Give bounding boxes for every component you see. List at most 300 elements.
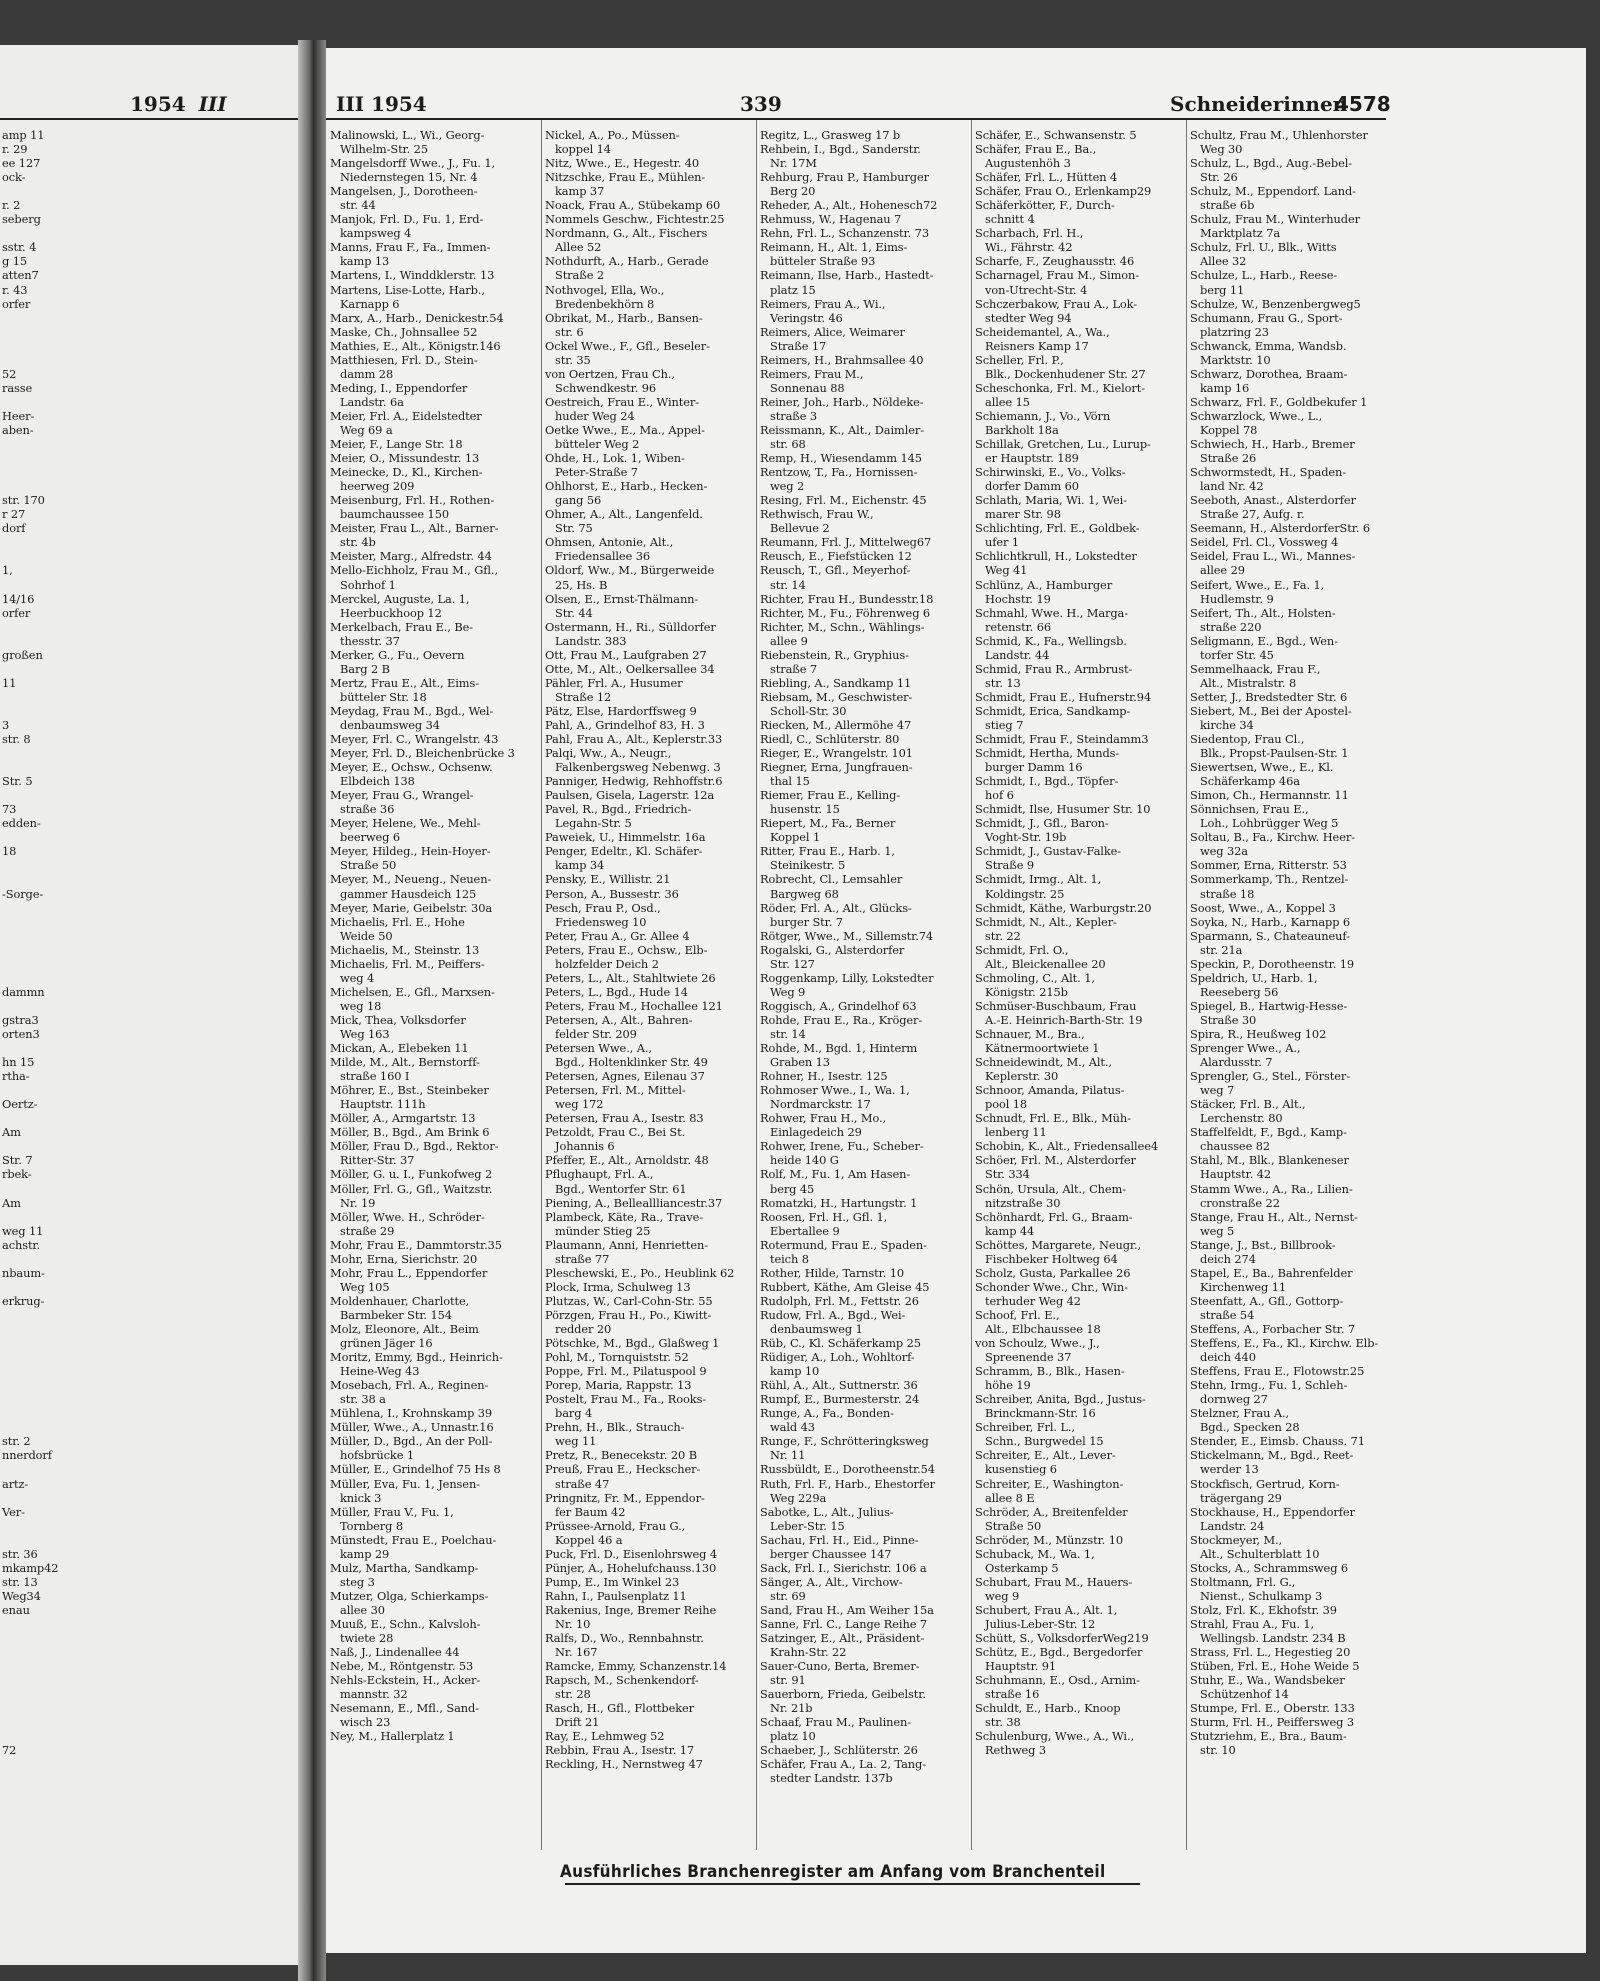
entry-continuation: 25, Hs. B xyxy=(555,577,608,592)
entry-continuation: Koldingstr. 25 xyxy=(985,886,1065,901)
directory-entry: Meyer, Frau G., Wrangel- xyxy=(330,788,474,803)
directory-entry: Pleschewski, E., Po., Heublink 62 xyxy=(545,1265,735,1280)
directory-entry: Roggisch, A., Grindelhof 63 xyxy=(760,998,917,1013)
left-fragment-line xyxy=(2,549,42,563)
left-fragment-line xyxy=(2,1462,42,1476)
directory-entry: Seligmann, E., Bgd., Wen- xyxy=(1190,633,1338,648)
directory-entry: Reimann, Ilse, Harb., Hastedt- xyxy=(760,268,934,283)
entry-continuation: denbaumsweg 1 xyxy=(770,1321,863,1336)
left-fragment-line: Am xyxy=(2,1195,21,1210)
entry-continuation: dorfer Damm 60 xyxy=(985,479,1079,494)
book-gutter xyxy=(298,40,326,1981)
left-fragment-line: str. 8 xyxy=(2,732,31,747)
entry-continuation: deich 440 xyxy=(1200,1350,1256,1365)
directory-entry: Rakenius, Inge, Bremer Reihe xyxy=(545,1602,717,1617)
directory-entry: Schlichting, Frl. E., Goldbek- xyxy=(975,521,1140,536)
entry-continuation: lenberg 11 xyxy=(985,1125,1047,1140)
entry-continuation: Barg 2 B xyxy=(340,661,390,676)
directory-entry: Meisenburg, Frl. H., Rothen- xyxy=(330,493,495,508)
directory-entry: Palqi, Ww., A., Neugr., xyxy=(545,746,672,761)
directory-entry: Mohr, Frau L., Eppendorfer xyxy=(330,1265,488,1280)
left-fragment-line: Str. 5 xyxy=(2,774,33,789)
directory-entry: Oestreich, Frau E., Winter- xyxy=(545,394,699,409)
left-fragment-line xyxy=(2,957,42,971)
directory-entry: Petersen, Agnes, Eilenau 37 xyxy=(545,1069,705,1084)
left-fragment-line: r 27 xyxy=(2,507,26,522)
entry-continuation: Augustenhöh 3 xyxy=(985,156,1071,171)
directory-entry: Schreiter, E., Washington- xyxy=(975,1476,1124,1491)
directory-entry: Petersen Wwe., A., xyxy=(545,1041,652,1056)
directory-entry: Merker, G., Fu., Oevern xyxy=(330,647,465,662)
entry-continuation: schnitt 4 xyxy=(985,212,1035,227)
directory-entry: Manjok, Frl. D., Fu. 1, Erd- xyxy=(330,212,484,227)
directory-entry: Ott, Frau M., Laufgraben 27 xyxy=(545,647,707,662)
directory-entry: Puck, Frl. D., Eisenlohrsweg 4 xyxy=(545,1546,718,1561)
entry-continuation: kirche 34 xyxy=(1200,717,1254,732)
directory-entry: Matthiesen, Frl. D., Stein- xyxy=(330,352,478,367)
directory-entry: Riecken, M., Allermöhe 47 xyxy=(760,717,912,732)
directory-entry: Müller, D., Bgd., An der Poll- xyxy=(330,1434,493,1449)
entry-continuation: Allee 52 xyxy=(555,240,602,255)
left-fragment-line xyxy=(2,704,42,718)
entry-continuation: Fischbeker Holtweg 64 xyxy=(985,1251,1118,1266)
entry-continuation: koppel 14 xyxy=(555,142,611,157)
entry-continuation: str. 69 xyxy=(770,1588,806,1603)
directory-entry: Schlünz, A., Hamburger xyxy=(975,577,1113,592)
entry-continuation: berg 45 xyxy=(770,1181,815,1196)
directory-entry: Pfeffer, E., Alt., Arnoldstr. 48 xyxy=(545,1153,709,1168)
entry-continuation: Weg 30 xyxy=(1200,142,1243,157)
entry-continuation: str. 21a xyxy=(1200,942,1243,957)
directory-entry: Schubert, Frau A., Alt. 1, xyxy=(975,1602,1118,1617)
directory-entry: Stäcker, Frl. B., Alt., xyxy=(1190,1097,1306,1112)
directory-entry: Remp, H., Wiesendamm 145 xyxy=(760,451,922,466)
entry-continuation: Str. 44 xyxy=(555,605,593,620)
directory-entry: Schwanck, Emma, Wandsb. xyxy=(1190,338,1347,353)
entry-continuation: Kirchenweg 11 xyxy=(1200,1279,1286,1294)
directory-entry: Möhrer, E., Bst., Steinbeker xyxy=(330,1083,489,1098)
left-fragment-line xyxy=(2,662,42,676)
directory-entry: Schröder, A., Breitenfelder xyxy=(975,1504,1128,1519)
directory-entry: Schonder Wwe., Chr., Win- xyxy=(975,1279,1128,1294)
left-fragment-line xyxy=(2,578,42,592)
directory-entry: Steenfatt, A., Gfl., Gottorp- xyxy=(1190,1293,1344,1308)
directory-entry: Milde, M., Alt., Bernstorff- xyxy=(330,1055,480,1070)
directory-entry: Mühlena, I., Krohnskamp 39 xyxy=(330,1406,493,1421)
directory-entry: Postelt, Frau M., Fa., Rooks- xyxy=(545,1392,707,1407)
left-fragment-line xyxy=(2,999,42,1013)
directory-entry: Reiner, Joh., Harb., Nöldeke- xyxy=(760,394,924,409)
entry-continuation: Allee 32 xyxy=(1200,254,1247,269)
left-fragment-line: Am xyxy=(2,1125,21,1140)
directory-entry: Soltau, B., Fa., Kirchw. Heer- xyxy=(1190,830,1355,845)
directory-entry: Stelzner, Frau A., xyxy=(1190,1406,1290,1421)
directory-entry: Nommels Geschw., Fichtestr.25 xyxy=(545,212,725,227)
directory-entry: Steffens, E., Fa., Kl., Kirchw. Elb- xyxy=(1190,1336,1379,1351)
entry-continuation: Reisners Kamp 17 xyxy=(985,338,1089,353)
directory-entry: Peters, L., Alt., Stahltwiete 26 xyxy=(545,970,716,985)
directory-entry: Schillak, Gretchen, Lu., Lurup- xyxy=(975,437,1151,452)
directory-entry: Rasch, H., Gfl., Flottbeker xyxy=(545,1701,695,1716)
directory-entry: Schmid, Frau R., Armbrust- xyxy=(975,661,1133,676)
entry-continuation: berg 11 xyxy=(1200,282,1245,297)
directory-entry: Siebert, M., Bei der Apostel- xyxy=(1190,703,1352,718)
entry-continuation: Steinikestr. 5 xyxy=(770,858,846,873)
directory-entry: Seifert, Th., Alt., Holsten- xyxy=(1190,605,1336,620)
directory-entry: Sauer-Cuno, Berta, Bremer- xyxy=(760,1659,920,1674)
entry-continuation: Nr. 17M xyxy=(770,156,817,171)
directory-entry: Person, A., Bussestr. 36 xyxy=(545,886,679,901)
directory-entry: Schreiter, E., Alt., Lever- xyxy=(975,1448,1116,1463)
directory-entry: Plutzas, W., Carl-Cohn-Str. 55 xyxy=(545,1293,713,1308)
left-fragment-line xyxy=(2,1491,42,1505)
directory-entry: Schulz, Frl. U., Blk., Witts xyxy=(1190,240,1337,255)
directory-entry: Schmidt, Hertha, Munds- xyxy=(975,746,1120,761)
directory-entry: Ostermann, H., Ri., Sülldorfer xyxy=(545,619,716,634)
left-fragment-line: orten3 xyxy=(2,1027,40,1041)
entry-continuation: holzfelder Deich 2 xyxy=(555,956,659,971)
left-fragment-line xyxy=(2,353,42,367)
directory-entry: Schlichtkrull, H., Lokstedter xyxy=(975,549,1137,564)
left-fragment-line xyxy=(2,746,42,760)
directory-entry: Reimann, H., Alt. 1, Eims- xyxy=(760,240,908,255)
entry-continuation: Straße 17 xyxy=(770,338,827,353)
directory-entry: Schmidt, Frl. O., xyxy=(975,942,1069,957)
directory-entry: Müller, Eva, Fu. 1, Jensen- xyxy=(330,1476,480,1491)
column-divider xyxy=(541,120,542,1850)
directory-entry: Mick, Thea, Volksdorfer xyxy=(330,1012,466,1027)
directory-entry: Mello-Eichholz, Frau M., Gfl., xyxy=(330,563,498,578)
directory-entry: Reheder, A., Alt., Hohenesch72 xyxy=(760,198,938,213)
directory-entry: Schulz, Frau M., Winterhuder xyxy=(1190,212,1360,227)
entry-continuation: Falkenbergsweg Nebenwg. 3 xyxy=(555,760,721,775)
directory-entry: Meyer, Helene, We., Mehl- xyxy=(330,816,481,831)
directory-entry: Müller, E., Grindelhof 75 Hs 8 xyxy=(330,1462,501,1477)
entry-continuation: Nordmarckstr. 17 xyxy=(770,1097,871,1112)
directory-entry: Scharbach, Frl. H., xyxy=(975,226,1084,241)
left-fragment-line xyxy=(2,451,42,465)
entry-continuation: straße 160 I xyxy=(340,1069,410,1084)
directory-entry: Seemann, H., AlsterdorferStr. 6 xyxy=(1190,521,1371,536)
directory-entry: Malinowski, L., Wi., Georg- xyxy=(330,128,485,142)
entry-continuation: platzring 23 xyxy=(1200,324,1269,339)
directory-entry: Richter, Frau H., Bundesstr.18 xyxy=(760,591,934,606)
entry-continuation: straße 29 xyxy=(340,1223,395,1238)
directory-entry: Stender, E., Eimsb. Chauss. 71 xyxy=(1190,1434,1365,1449)
entry-continuation: Schützenhof 14 xyxy=(1200,1687,1289,1702)
directory-entry: Rohner, H., Isestr. 125 xyxy=(760,1069,888,1084)
directory-entry: Stockhause, H., Eppendorfer xyxy=(1190,1504,1355,1519)
entry-continuation: Alt., Mistralstr. 8 xyxy=(1200,675,1297,690)
directory-entry: Schmidt, N., Alt., Kepler- xyxy=(975,914,1117,929)
left-fragment-line: 11 xyxy=(2,675,17,690)
entry-continuation: Spreenende 37 xyxy=(985,1350,1072,1365)
directory-entry: Maske, Ch., Johnsallee 52 xyxy=(330,324,478,339)
directory-entry: Schulenburg, Wwe., A., Wi., xyxy=(975,1729,1135,1744)
left-fragment-line xyxy=(2,1519,42,1533)
directory-entry: Meyer, Frl. D., Bleichenbrücke 3 xyxy=(330,746,515,761)
directory-entry: Naß, J., Lindenallee 44 xyxy=(330,1645,460,1660)
entry-continuation: Loh., Lohbrügger Weg 5 xyxy=(1200,816,1339,831)
entry-continuation: Alt., Schulterblatt 10 xyxy=(1200,1546,1320,1561)
entry-continuation: Wi., Fährstr. 42 xyxy=(985,240,1073,255)
entry-continuation: str. 4b xyxy=(340,535,376,550)
right-page-header-left: III 1954 xyxy=(336,92,427,116)
left-fragment-line xyxy=(2,184,42,198)
left-fragment-line xyxy=(2,1364,42,1378)
entry-continuation: Hauptstr. 111h xyxy=(340,1097,426,1112)
entry-continuation: burger Str. 7 xyxy=(770,914,843,929)
entry-continuation: Schäferkamp 46a xyxy=(1200,774,1300,789)
entry-continuation: Weg 105 xyxy=(340,1279,390,1294)
directory-entry: Siedentop, Frau Cl., xyxy=(1190,732,1305,747)
entry-continuation: Nr. 10 xyxy=(555,1616,591,1631)
directory-entry: Schäfer, Frl. L., Hütten 4 xyxy=(975,170,1118,185)
entry-continuation: Koppel 78 xyxy=(1200,422,1258,437)
entry-continuation: kamp 37 xyxy=(555,184,605,199)
directory-entry: Schütz, E., Bgd., Bergedorfer xyxy=(975,1645,1143,1660)
entry-continuation: Nr. 167 xyxy=(555,1645,598,1660)
left-fragment-line xyxy=(2,929,42,943)
directory-entry: Spiegel, B., Hartwig-Hesse- xyxy=(1190,998,1348,1013)
entry-continuation: teich 8 xyxy=(770,1251,809,1266)
directory-entry: Schmidt, Käthe, Warburgstr.20 xyxy=(975,900,1152,915)
left-fragment-line: amp 11 xyxy=(2,128,45,142)
left-fragment-line: 73 xyxy=(2,802,17,817)
directory-entry: Nothdurft, A., Harb., Gerade xyxy=(545,254,709,269)
entry-continuation: kusenstieg 6 xyxy=(985,1462,1057,1477)
directory-entry: Michaelis, M., Steinstr. 13 xyxy=(330,942,480,957)
directory-entry: Soyka, N., Harb., Karnapp 6 xyxy=(1190,914,1351,929)
left-fragment-line xyxy=(2,1392,42,1406)
directory-entry: Pünjer, A., Hohelufchauss.130 xyxy=(545,1560,717,1575)
entry-continuation: denbaumsweg 34 xyxy=(340,717,440,732)
entry-continuation: stedter Landstr. 137b xyxy=(770,1771,893,1786)
directory-entry: Schöer, Frl. M., Alsterdorfer xyxy=(975,1153,1136,1168)
left-fragment-line: 3 xyxy=(2,717,10,732)
entry-continuation: Barkholt 18a xyxy=(985,422,1059,437)
entry-continuation: Straße 27, Aufg. r. xyxy=(1200,507,1305,522)
left-fragment-line: weg 11 xyxy=(2,1223,44,1238)
directory-entry: Paulsen, Gisela, Lagerstr. 12a xyxy=(545,788,715,803)
left-fragment-line xyxy=(2,901,42,915)
entry-continuation: Alardusstr. 7 xyxy=(1200,1055,1273,1070)
directory-entry: Möller, Wwe. H., Schröder- xyxy=(330,1209,485,1224)
directory-entry: Schulze, L., Harb., Reese- xyxy=(1190,268,1338,283)
directory-entry: Marx, A., Harb., Denickestr.54 xyxy=(330,310,504,325)
directory-entry: Reissmann, K., Alt., Daimler- xyxy=(760,422,924,437)
directory-entry: Pump, E., Im Winkel 23 xyxy=(545,1574,680,1589)
column-divider xyxy=(756,120,757,1850)
left-fragment-line xyxy=(2,311,42,325)
entry-continuation: Str. 127 xyxy=(770,956,815,971)
directory-entry: Mickan, A., Elebeken 11 xyxy=(330,1041,469,1056)
directory-entry: Stockmeyer, M., xyxy=(1190,1532,1283,1547)
directory-entry: Michaelis, Frl. E., Hohe xyxy=(330,914,465,929)
entry-continuation: knick 3 xyxy=(340,1490,382,1505)
left-fragment-line: -Sorge- xyxy=(2,886,44,901)
left-fragment-line: 1, xyxy=(2,563,13,578)
directory-entry: Reusch, T., Gfl., Meyerhof- xyxy=(760,563,911,578)
directory-entry: Schmidt, J., Gfl., Baron- xyxy=(975,816,1109,831)
directory-entry: Nickel, A., Po., Müssen- xyxy=(545,128,680,142)
directory-entry: Runge, A., Fa., Bonden- xyxy=(760,1406,894,1421)
left-fragment-line xyxy=(2,1083,42,1097)
entry-continuation: gang 56 xyxy=(555,493,602,508)
left-fragment-line: 14/16 xyxy=(2,591,35,606)
directory-entry: Reusch, E., Fiefstücken 12 xyxy=(760,549,912,564)
entry-continuation: Keplerstr. 30 xyxy=(985,1069,1059,1084)
left-fragment-line: orfer xyxy=(2,605,31,620)
directory-entry: Ray, E., Lehmweg 52 xyxy=(545,1729,665,1744)
entry-continuation: chaussee 82 xyxy=(1200,1139,1271,1154)
left-header-rule xyxy=(0,118,298,120)
directory-entry: Stehn, Irmg., Fu. 1, Schleh- xyxy=(1190,1378,1348,1393)
left-fragment-line xyxy=(2,1533,42,1547)
entry-continuation: Bgd., Specken 28 xyxy=(1200,1420,1300,1435)
left-fragment-line xyxy=(2,535,42,549)
left-fragment-line: Ver- xyxy=(2,1504,25,1519)
left-fragment-line: aben- xyxy=(2,422,34,437)
entry-continuation: Bargweg 68 xyxy=(770,886,839,901)
entry-continuation: husenstr. 15 xyxy=(770,802,840,817)
directory-entry: von Schoulz, Wwe., J., xyxy=(975,1336,1100,1351)
left-fragment-line: rbek- xyxy=(2,1167,32,1182)
directory-entry: Mulz, Martha, Sandkamp- xyxy=(330,1560,479,1575)
directory-entry: Schaaf, Frau M., Paulinen- xyxy=(760,1715,912,1730)
directory-entry: Reckling, H., Nernstweg 47 xyxy=(545,1757,703,1772)
directory-entry: Riebling, A., Sandkamp 11 xyxy=(760,675,912,690)
left-fragment-line xyxy=(2,872,42,886)
directory-entry: Semmelhaack, Frau F., xyxy=(1190,661,1321,676)
entry-continuation: von-Utrecht-Str. 4 xyxy=(985,282,1088,297)
left-fragment-line xyxy=(2,830,42,844)
directory-entry: Runge, F., Schrötteringksweg xyxy=(760,1434,929,1449)
entry-continuation: trägergang 29 xyxy=(1200,1490,1282,1505)
left-fragment-line xyxy=(2,1111,42,1125)
directory-entry: Speldrich, U., Harb. 1, xyxy=(1190,970,1318,985)
directory-entry: Schulze, W., Benzenbergweg5 xyxy=(1190,296,1361,311)
directory-entry: Riebenstein, R., Gryphius- xyxy=(760,647,909,662)
entry-continuation: fer Baum 42 xyxy=(555,1504,626,1519)
directory-entry: Meister, Marg., Alfredstr. 44 xyxy=(330,549,492,564)
entry-continuation: mannstr. 32 xyxy=(340,1687,408,1702)
entry-continuation: Johannis 6 xyxy=(555,1139,615,1154)
directory-entry: Petersen, Frau A., Isestr. 83 xyxy=(545,1111,704,1126)
entry-continuation: pool 18 xyxy=(985,1097,1028,1112)
directory-entry: Pavel, R., Bgd., Friedrich- xyxy=(545,802,692,817)
directory-entry: Stange, J., Bst., Billbrook- xyxy=(1190,1237,1336,1252)
directory-entry: Rehburg, Frau P., Hamburger xyxy=(760,170,929,185)
entry-continuation: Schwendkestr. 96 xyxy=(555,380,657,395)
left-fragment-line xyxy=(2,1617,42,1631)
entry-continuation: Alt., Bleickenallee 20 xyxy=(985,956,1106,971)
directory-entry: Schön, Ursula, Alt., Chem- xyxy=(975,1181,1127,1196)
directory-entry: Reimers, Frau A., Wi., xyxy=(760,296,886,311)
entry-continuation: Blk., Dockenhudener Str. 27 xyxy=(985,366,1146,381)
directory-entry: Schwormstedt, H., Spaden- xyxy=(1190,465,1347,480)
directory-entry: Prehn, H., Blk., Strauch- xyxy=(545,1420,685,1435)
directory-entry: Mertz, Frau E., Alt., Eims- xyxy=(330,675,480,690)
entry-continuation: str. 35 xyxy=(555,352,591,367)
directory-entry: Spira, R., Heußweg 102 xyxy=(1190,1027,1327,1041)
directory-entry: Schnoor, Amanda, Pilatus- xyxy=(975,1083,1125,1098)
entry-continuation: weg 32a xyxy=(1200,844,1248,859)
entry-continuation: Scholl-Str. 30 xyxy=(770,703,847,718)
directory-entry: Schreiber, Anita, Bgd., Justus- xyxy=(975,1392,1146,1407)
left-page-column-fragment xyxy=(2,128,59,1758)
directory-entry: Satzinger, E., Alt., Präsident- xyxy=(760,1631,925,1646)
directory-entry: Schäfer, Frau E., Ba., xyxy=(975,142,1097,157)
entry-continuation: Sonnenau 88 xyxy=(770,380,845,395)
directory-entry: Schmidt, Erica, Sandkamp- xyxy=(975,703,1131,718)
left-fragment-line: seberg xyxy=(2,212,41,227)
entry-continuation: Nienst., Schulkamp 3 xyxy=(1200,1588,1323,1603)
right-header-rule xyxy=(326,118,1386,120)
entry-continuation: straße 6b xyxy=(1200,198,1255,213)
directory-entry: Riegner, Erna, Jungfrauen- xyxy=(760,760,913,775)
directory-entry: Ralfs, D., Wo., Rennbahnstr. xyxy=(545,1631,704,1646)
entry-continuation: straße 36 xyxy=(340,802,395,817)
directory-entry: Müller, Wwe., A., Unnastr.16 xyxy=(330,1420,494,1435)
entry-continuation: stedter Weg 94 xyxy=(985,310,1072,325)
entry-continuation: Str. 75 xyxy=(555,521,593,536)
directory-entry: Ohlhorst, E., Harb., Hecken- xyxy=(545,479,708,494)
left-fragment-line: sstr. 4 xyxy=(2,240,37,255)
entry-continuation: Berg 20 xyxy=(770,184,816,199)
directory-entry: Schuhmann, E., Osd., Arnim- xyxy=(975,1673,1140,1688)
directory-entry: Rubbert, Käthe, Am Gleise 45 xyxy=(760,1279,930,1294)
directory-entry: Meier, O., Missundestr. 13 xyxy=(330,451,480,466)
entry-continuation: heerweg 209 xyxy=(340,479,415,494)
left-fragment-line: artz- xyxy=(2,1476,29,1491)
directory-entry: Michaelis, Frl. M., Peiffers- xyxy=(330,956,485,971)
directory-entry: Meier, Frl. A., Eidelstedter xyxy=(330,408,482,423)
directory-entry: Schütt, S., VolksdorferWeg219 xyxy=(975,1631,1149,1646)
entry-continuation: Ebertallee 9 xyxy=(770,1223,840,1238)
left-fragment-line xyxy=(2,943,42,957)
entry-continuation: grünen Jäger 16 xyxy=(340,1336,433,1351)
left-fragment-line: r. 29 xyxy=(2,142,28,157)
directory-entry: Petersen, Frl. M., Mittel- xyxy=(545,1083,686,1098)
left-fragment-line: Weg34 xyxy=(2,1588,41,1603)
directory-entry: Rolf, M., Fu. 1, Am Hasen- xyxy=(760,1167,911,1182)
entry-continuation: Straße 12 xyxy=(555,689,612,704)
directory-entry: Strass, Frl. L., Hegestieg 20 xyxy=(1190,1645,1351,1660)
directory-column-1 xyxy=(330,128,540,1743)
directory-entry: Ritter, Frau E., Harb. 1, xyxy=(760,844,895,859)
left-fragment-line xyxy=(2,1308,42,1322)
left-fragment-line: Heer- xyxy=(2,408,35,423)
entry-continuation: straße 54 xyxy=(1200,1307,1255,1322)
directory-entry: Schumann, Frau G., Sport- xyxy=(1190,310,1343,325)
directory-entry: Pahl, A., Grindelhof 83, H. 3 xyxy=(545,717,705,732)
entry-continuation: thesstr. 37 xyxy=(340,633,400,648)
entry-continuation: str. 6 xyxy=(555,324,584,339)
entry-continuation: Leber-Str. 15 xyxy=(770,1518,845,1533)
left-page xyxy=(0,45,298,1965)
directory-entry: Petzoldt, Frau C., Bei St. xyxy=(545,1125,686,1140)
entry-continuation: Weide 50 xyxy=(340,928,393,943)
entry-continuation: Reeseberg 56 xyxy=(1200,984,1279,999)
entry-continuation: cronstraße 22 xyxy=(1200,1195,1280,1210)
directory-entry: Rudow, Frl. A., Bgd., Wei- xyxy=(760,1307,906,1322)
left-fragment-line xyxy=(2,1673,42,1687)
entry-continuation: thal 15 xyxy=(770,774,810,789)
entry-continuation: str. 68 xyxy=(770,437,806,452)
entry-continuation: straße 7 xyxy=(770,661,818,676)
directory-entry: Stapel, E., Ba., Bahrenfelder xyxy=(1190,1265,1353,1280)
